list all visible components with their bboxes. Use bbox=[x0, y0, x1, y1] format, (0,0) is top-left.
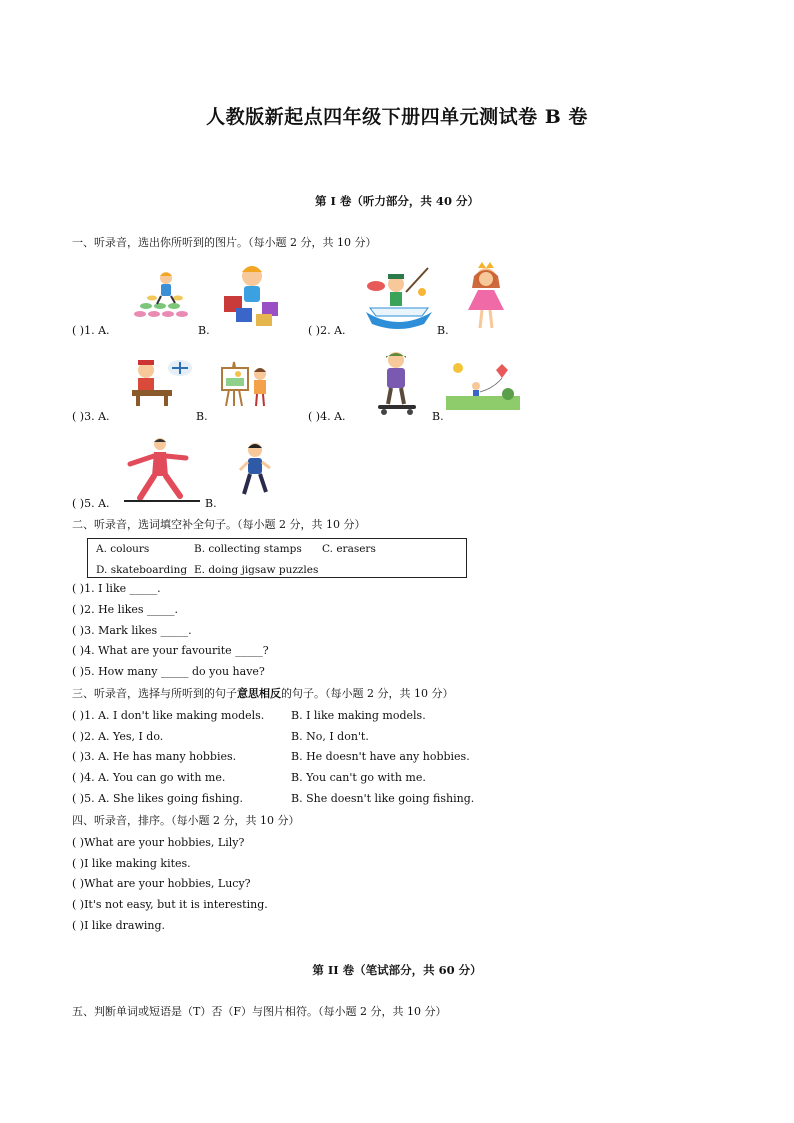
sec3-item-5-a: ( )5. A. She likes going fishing. bbox=[72, 792, 243, 805]
q5-label: ( )5. A. bbox=[72, 497, 110, 510]
q2-option-b: B. bbox=[437, 324, 449, 337]
sec2-item-1: ( )1. I like _____. bbox=[72, 582, 161, 595]
part-two-heading: 第 II 卷（笔试部分，共 60 分） bbox=[312, 963, 482, 977]
section-3-heading bbox=[72, 687, 453, 701]
kite-flying-picture bbox=[446, 356, 520, 410]
sec2-item-3: ( )3. Mark likes _____. bbox=[72, 624, 192, 637]
section-5-heading: 五、判断单词或短语是（T）否（F）与图片相符。（每小题 2 分，共 10 分） bbox=[72, 1005, 447, 1018]
sec3-item-2-b: B. No, I don't. bbox=[291, 730, 369, 743]
q2-label: ( )2. A. bbox=[308, 324, 346, 337]
word-option-e: E. doing jigsaw puzzles bbox=[194, 564, 319, 576]
sec2-item-5: ( )5. How many _____ do you have? bbox=[72, 665, 265, 678]
running-boy-picture bbox=[238, 440, 272, 502]
sec2-item-2: ( )2. He likes _____. bbox=[72, 603, 179, 616]
sec3-item-3-a: ( )3. A. He has many hobbies. bbox=[72, 750, 237, 763]
sec4-item-5: ( )I like drawing. bbox=[72, 919, 166, 932]
sec3-item-1-a: ( )1. A. I don't like making models. bbox=[72, 709, 265, 722]
sec4-item-1: ( )What are your hobbies, Lily? bbox=[72, 836, 245, 849]
tai-chi-woman-picture bbox=[124, 436, 200, 506]
jigsaw-puzzle-boy-picture bbox=[218, 262, 286, 328]
section-3-heading-start: 三、听录音，选择与所听到的句子 bbox=[72, 687, 237, 700]
q4-option-b: B. bbox=[432, 410, 444, 423]
section-2-heading: 二、听录音，选词填空补全句子。（每小题 2 分，共 10 分） bbox=[72, 518, 366, 531]
section-1-heading: 一、听录音，选出你所听到的图片。（每小题 2 分，共 10 分） bbox=[72, 236, 377, 249]
q3-label: ( )3. A. bbox=[72, 410, 110, 423]
sec3-item-3-b: B. He doesn't have any hobbies. bbox=[291, 750, 470, 763]
q1-label: ( )1. A. bbox=[72, 324, 110, 337]
q1-option-b: B. bbox=[198, 324, 210, 337]
sec3-item-5-b: B. She doesn't like going fishing. bbox=[291, 792, 475, 805]
section-3-heading-emphasis: 意思相反 bbox=[237, 687, 281, 700]
word-bank-box bbox=[87, 538, 467, 578]
sec2-item-4: ( )4. What are your favourite _____? bbox=[72, 644, 269, 657]
sec3-item-1-b: B. I like making models. bbox=[291, 709, 426, 722]
sec4-item-4: ( )It's not easy, but it is interesting. bbox=[72, 898, 268, 911]
page-title: 人教版新起点四年级下册四单元测试卷 B 卷 bbox=[206, 106, 588, 128]
section-3-heading-end: 的句子。（每小题 2 分，共 10 分） bbox=[281, 687, 454, 700]
word-option-b: B. collecting stamps bbox=[194, 543, 302, 555]
stepping-stones-picture bbox=[130, 270, 192, 320]
skateboarding-boy-picture bbox=[374, 350, 420, 416]
q5-option-b: B. bbox=[205, 497, 217, 510]
word-option-d: D. skateboarding bbox=[96, 564, 188, 576]
word-option-c: C. erasers bbox=[322, 543, 376, 555]
model-making-boy-picture bbox=[128, 356, 194, 408]
fishing-boat-picture bbox=[362, 262, 434, 332]
q3-option-b: B. bbox=[196, 410, 208, 423]
ballerina-girl-picture bbox=[460, 262, 512, 332]
sec3-item-2-a: ( )2. A. Yes, I do. bbox=[72, 730, 164, 743]
painting-easel-picture bbox=[218, 358, 272, 410]
word-option-a: A. colours bbox=[96, 543, 150, 555]
sec3-item-4-a: ( )4. A. You can go with me. bbox=[72, 771, 226, 784]
sec4-item-3: ( )What are your hobbies, Lucy? bbox=[72, 877, 251, 890]
q4-label: ( )4. A. bbox=[308, 410, 346, 423]
part-one-heading: 第 I 卷（听力部分，共 40 分） bbox=[315, 194, 479, 208]
sec3-item-4-b: B. You can't go with me. bbox=[291, 771, 426, 784]
sec4-item-2: ( )I like making kites. bbox=[72, 857, 191, 870]
section-4-heading: 四、听录音，排序。（每小题 2 分，共 10 分） bbox=[72, 814, 300, 827]
